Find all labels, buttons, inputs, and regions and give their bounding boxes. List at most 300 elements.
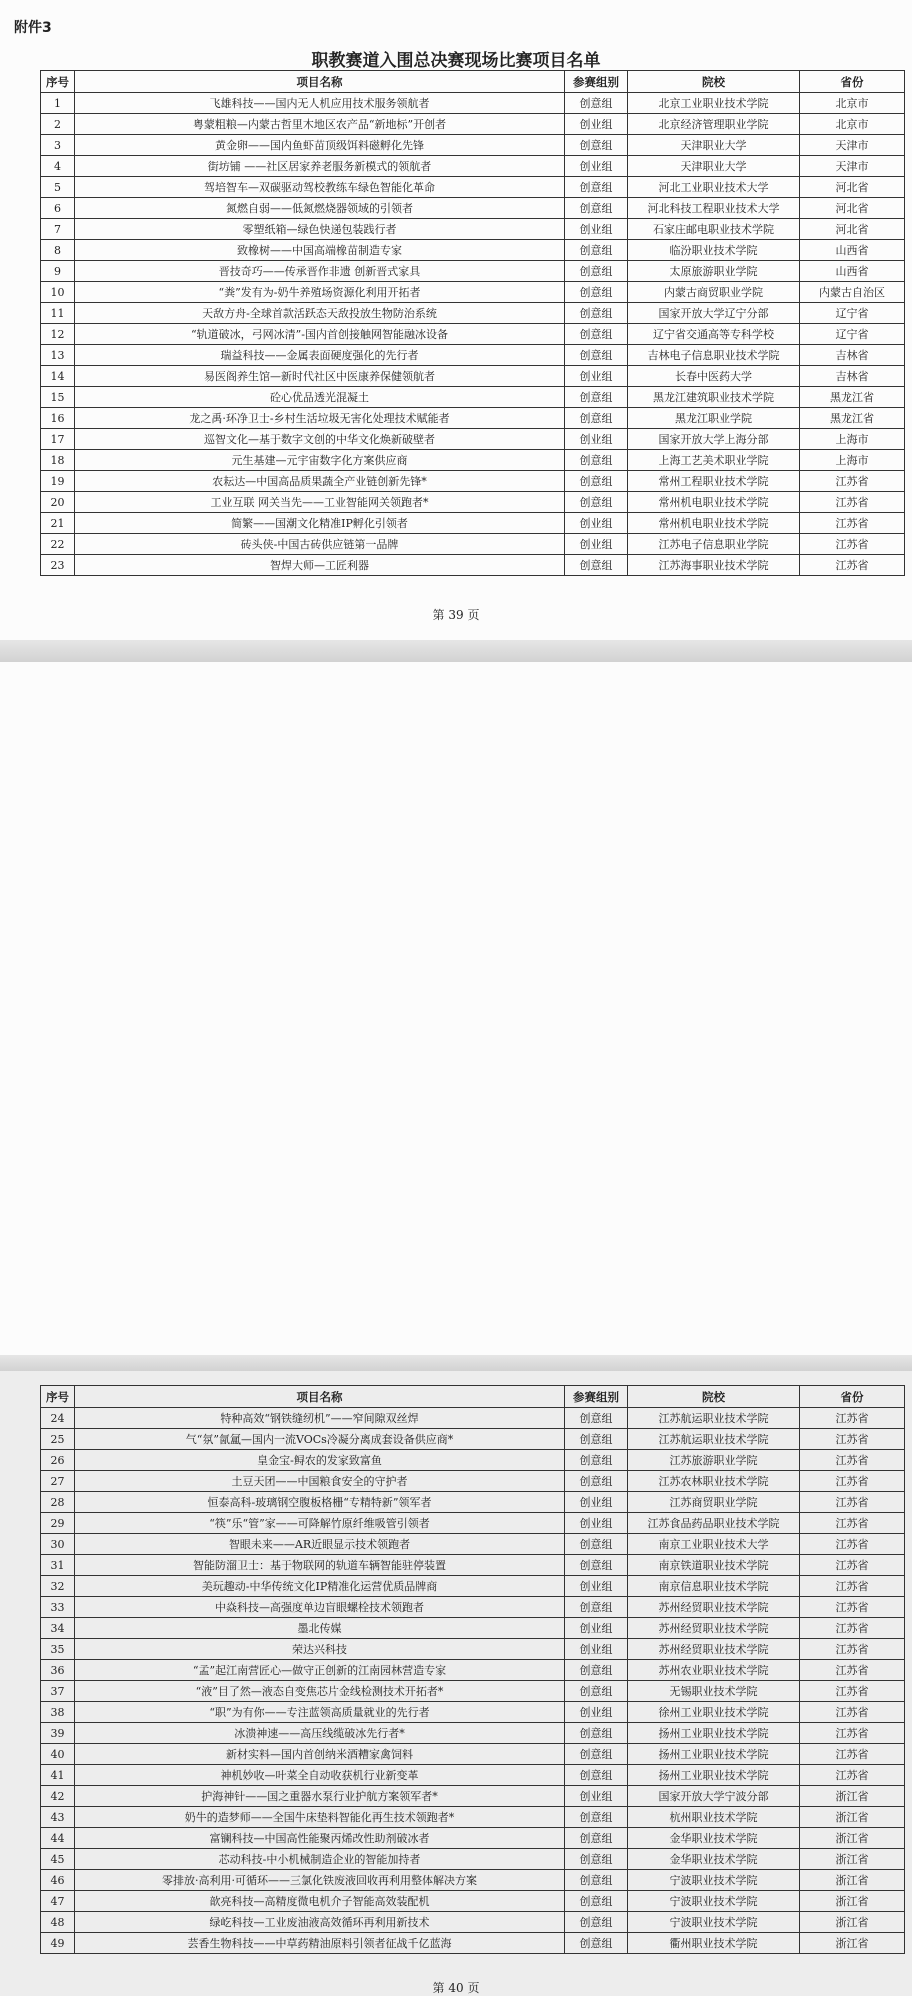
- table-row: [41, 1471, 905, 1492]
- cell-school: 辽宁省交通高等专科学校: [628, 324, 800, 345]
- cell-province: 江苏省: [800, 555, 905, 576]
- cell-province: 江苏省: [800, 1471, 905, 1492]
- project-table-page-1: [40, 70, 905, 576]
- cell-no: 41: [41, 1765, 75, 1786]
- table-row: [41, 1618, 905, 1639]
- cell-group: 创业组: [565, 1492, 628, 1513]
- cell-group: 创意组: [565, 198, 628, 219]
- table-row: [41, 198, 905, 219]
- cell-no: 10: [41, 282, 75, 303]
- table-row: [41, 1492, 905, 1513]
- cell-group: 创业组: [565, 429, 628, 450]
- cell-group: 创意组: [565, 282, 628, 303]
- cell-province: 北京市: [800, 114, 905, 135]
- cell-no: 12: [41, 324, 75, 345]
- cell-project-name: 易医阁养生馆—新时代社区中医康养保健领航者: [75, 366, 565, 387]
- cell-province: 上海市: [800, 429, 905, 450]
- cell-no: 42: [41, 1786, 75, 1807]
- cell-no: 8: [41, 240, 75, 261]
- cell-group: 创意组: [565, 93, 628, 114]
- cell-school: 国家开放大学宁波分部: [628, 1786, 800, 1807]
- table-header-row: [41, 71, 905, 93]
- cell-project-name: “筷”乐“管”家——可降解竹原纤维吸管引领者: [75, 1513, 565, 1534]
- cell-province: 江苏省: [800, 1576, 905, 1597]
- cell-project-name: 智焊大师—工匠利器: [75, 555, 565, 576]
- cell-province: 浙江省: [800, 1828, 905, 1849]
- table-row: [41, 1597, 905, 1618]
- table-row: [41, 345, 905, 366]
- cell-province: 吉林省: [800, 345, 905, 366]
- cell-project-name: 冰溃神速——高压线缆破冰先行者*: [75, 1723, 565, 1744]
- cell-group: 创意组: [565, 1681, 628, 1702]
- table-row: [41, 408, 905, 429]
- cell-group: 创意组: [565, 1597, 628, 1618]
- table-row: [41, 450, 905, 471]
- cell-no: 29: [41, 1513, 75, 1534]
- cell-no: 28: [41, 1492, 75, 1513]
- cell-group: 创意组: [565, 408, 628, 429]
- cell-group: 创业组: [565, 1702, 628, 1723]
- cell-group: 创意组: [565, 1408, 628, 1429]
- cell-province: 江苏省: [800, 534, 905, 555]
- cell-province: 浙江省: [800, 1933, 905, 1954]
- cell-project-name: 驾培智车—双碳驱动驾校教练车绿色智能化革命: [75, 177, 565, 198]
- cell-school: 江苏电子信息职业学院: [628, 534, 800, 555]
- cell-group: 创意组: [565, 450, 628, 471]
- cell-province: 江苏省: [800, 1513, 905, 1534]
- cell-group: 创意组: [565, 471, 628, 492]
- cell-school: 杭州职业技术学院: [628, 1807, 800, 1828]
- cell-province: 江苏省: [800, 1618, 905, 1639]
- cell-school: 南京信息职业技术学院: [628, 1576, 800, 1597]
- cell-no: 6: [41, 198, 75, 219]
- cell-school: 南京铁道职业技术学院: [628, 1555, 800, 1576]
- cell-project-name: “轨道破冰，弓网冰清”-国内首创接触网智能融冰设备: [75, 324, 565, 345]
- cell-school: 江苏航运职业技术学院: [628, 1408, 800, 1429]
- page-number-footer: 第 39 页: [432, 608, 480, 622]
- cell-school: 黑龙江建筑职业技术学院: [628, 387, 800, 408]
- cell-school: 江苏商贸职业学院: [628, 1492, 800, 1513]
- cell-group: 创意组: [565, 1933, 628, 1954]
- cell-no: 45: [41, 1849, 75, 1870]
- cell-province: 浙江省: [800, 1870, 905, 1891]
- cell-project-name: 中焱科技—高强度单边盲眼螺栓技术领跑者: [75, 1597, 565, 1618]
- cell-group: 创业组: [565, 1639, 628, 1660]
- cell-school: 江苏农林职业技术学院: [628, 1471, 800, 1492]
- cell-no: 25: [41, 1429, 75, 1450]
- page-separator: [0, 640, 912, 662]
- cell-group: 创意组: [565, 1555, 628, 1576]
- cell-project-name: 零排放·高利用·可循环——三氯化铁废液回收再利用整体解决方案: [75, 1870, 565, 1891]
- cell-school: 天津职业大学: [628, 156, 800, 177]
- table-row: [41, 1576, 905, 1597]
- header-group: 参赛组别: [565, 71, 628, 93]
- cell-province: 浙江省: [800, 1786, 905, 1807]
- cell-province: 浙江省: [800, 1807, 905, 1828]
- cell-project-name: 街坊铺 ——社区居家养老服务新模式的领航者: [75, 156, 565, 177]
- cell-province: 江苏省: [800, 471, 905, 492]
- cell-province: 辽宁省: [800, 324, 905, 345]
- cell-school: 宁波职业技术学院: [628, 1870, 800, 1891]
- table-row: [41, 1450, 905, 1471]
- cell-province: 吉林省: [800, 366, 905, 387]
- cell-project-name: 简繁——国潮文化精准IP孵化引领者: [75, 513, 565, 534]
- cell-school: 宁波职业技术学院: [628, 1891, 800, 1912]
- cell-group: 创业组: [565, 534, 628, 555]
- cell-school: 苏州经贸职业技术学院: [628, 1639, 800, 1660]
- cell-school: 无锡职业技术学院: [628, 1681, 800, 1702]
- cell-school: 河北科技工程职业技术大学: [628, 198, 800, 219]
- cell-school: 南京工业职业技术大学: [628, 1534, 800, 1555]
- header-group: 参赛组别: [565, 1386, 628, 1408]
- cell-no: 13: [41, 345, 75, 366]
- cell-group: 创意组: [565, 135, 628, 156]
- cell-group: 创业组: [565, 366, 628, 387]
- cell-no: 34: [41, 1618, 75, 1639]
- table-row: [41, 471, 905, 492]
- cell-project-name: 荣达兴科技: [75, 1639, 565, 1660]
- table-row: [41, 156, 905, 177]
- cell-project-name: 巡智文化—基于数字文创的中华文化焕新破壁者: [75, 429, 565, 450]
- cell-group: 创业组: [565, 156, 628, 177]
- table-row: [41, 1807, 905, 1828]
- table-row: [41, 1513, 905, 1534]
- cell-project-name: 新材实料—国内首创纳米酒糟家禽饲料: [75, 1744, 565, 1765]
- cell-province: 黑龙江省: [800, 387, 905, 408]
- cell-no: 15: [41, 387, 75, 408]
- cell-province: 江苏省: [800, 1555, 905, 1576]
- document-page-2: [0, 662, 912, 1995]
- cell-project-name: 致橡树——中国高端橡苗制造专家: [75, 240, 565, 261]
- cell-project-name: 气“氛”氤氲—国内一流VOCs冷凝分离成套设备供应商*: [75, 1429, 565, 1450]
- table-row: [41, 114, 905, 135]
- cell-no: 4: [41, 156, 75, 177]
- header-project-name: 项目名称: [75, 1386, 565, 1408]
- cell-project-name: 恒泰高科-玻璃钢空腹板格栅“专精特新”领军者: [75, 1492, 565, 1513]
- cell-no: 39: [41, 1723, 75, 1744]
- cell-group: 创意组: [565, 1807, 628, 1828]
- cell-province: 河北省: [800, 177, 905, 198]
- cell-no: 9: [41, 261, 75, 282]
- cell-no: 38: [41, 1702, 75, 1723]
- cell-group: 创意组: [565, 1849, 628, 1870]
- cell-province: 江苏省: [800, 513, 905, 534]
- cell-province: 河北省: [800, 198, 905, 219]
- cell-school: 苏州经贸职业技术学院: [628, 1618, 800, 1639]
- cell-no: 37: [41, 1681, 75, 1702]
- cell-province: 江苏省: [800, 1639, 905, 1660]
- table-row: [41, 135, 905, 156]
- cell-project-name: 神机妙收—叶菜全自动收获机行业新变革: [75, 1765, 565, 1786]
- cell-project-name: 奶牛的造梦师——全国牛床垫料智能化再生技术领跑者*: [75, 1807, 565, 1828]
- cell-project-name: 特种高效“钢铁缝纫机”——窄间隙双丝焊: [75, 1408, 565, 1429]
- cell-province: 江苏省: [800, 1744, 905, 1765]
- cell-no: 11: [41, 303, 75, 324]
- header-school: 院校: [628, 1386, 800, 1408]
- cell-province: 浙江省: [800, 1912, 905, 1933]
- cell-school: 扬州工业职业技术学院: [628, 1765, 800, 1786]
- cell-no: 43: [41, 1807, 75, 1828]
- cell-school: 扬州工业职业技术学院: [628, 1744, 800, 1765]
- cell-school: 江苏旅游职业学院: [628, 1450, 800, 1471]
- table-row: [41, 1660, 905, 1681]
- cell-no: 32: [41, 1576, 75, 1597]
- cell-no: 36: [41, 1660, 75, 1681]
- cell-no: 31: [41, 1555, 75, 1576]
- cell-no: 17: [41, 429, 75, 450]
- cell-no: 44: [41, 1828, 75, 1849]
- header-school: 院校: [628, 71, 800, 93]
- cell-group: 创业组: [565, 1513, 628, 1534]
- cell-no: 3: [41, 135, 75, 156]
- table-row: [41, 1891, 905, 1912]
- cell-project-name: 砼心优品透光混凝土: [75, 387, 565, 408]
- cell-group: 创意组: [565, 1534, 628, 1555]
- cell-project-name: 晋技奇巧——传承晋作非遗 创新晋式家具: [75, 261, 565, 282]
- cell-project-name: 绿屹科技—工业废油液高效循环再利用新技术: [75, 1912, 565, 1933]
- cell-school: 江苏航运职业技术学院: [628, 1429, 800, 1450]
- cell-group: 创业组: [565, 513, 628, 534]
- cell-group: 创意组: [565, 555, 628, 576]
- cell-province: 江苏省: [800, 1660, 905, 1681]
- header-province: 省份: [800, 1386, 905, 1408]
- cell-province: 江苏省: [800, 492, 905, 513]
- table-row: [41, 1639, 905, 1660]
- cell-province: 江苏省: [800, 1597, 905, 1618]
- cell-province: 浙江省: [800, 1891, 905, 1912]
- cell-school: 常州工程职业技术学院: [628, 471, 800, 492]
- cell-group: 创意组: [565, 261, 628, 282]
- cell-school: 国家开放大学上海分部: [628, 429, 800, 450]
- page-number-footer: 第 40 页: [432, 1981, 480, 1995]
- cell-group: 创意组: [565, 1723, 628, 1744]
- cell-no: 23: [41, 555, 75, 576]
- header-no: 序号: [41, 71, 75, 93]
- cell-group: 创意组: [565, 1765, 628, 1786]
- cell-no: 14: [41, 366, 75, 387]
- table-row: [41, 387, 905, 408]
- cell-no: 7: [41, 219, 75, 240]
- cell-no: 49: [41, 1933, 75, 1954]
- cell-project-name: 农耘达—中国高品质果蔬全产业链创新先锋*: [75, 471, 565, 492]
- cell-project-name: 智眼未来——AR近眼显示技术领跑者: [75, 1534, 565, 1555]
- table-row: [41, 429, 905, 450]
- cell-group: 创意组: [565, 1891, 628, 1912]
- cell-group: 创意组: [565, 1744, 628, 1765]
- cell-no: 24: [41, 1408, 75, 1429]
- cell-no: 22: [41, 534, 75, 555]
- table-row: [41, 282, 905, 303]
- cell-school: 天津职业大学: [628, 135, 800, 156]
- cell-group: 创业组: [565, 114, 628, 135]
- cell-province: 内蒙古自治区: [800, 282, 905, 303]
- cell-province: 江苏省: [800, 1702, 905, 1723]
- cell-group: 创业组: [565, 219, 628, 240]
- attachment-label: 附件3: [14, 20, 52, 36]
- cell-school: 苏州农业职业技术学院: [628, 1660, 800, 1681]
- cell-school: 江苏食品药品职业技术学院: [628, 1513, 800, 1534]
- cell-project-name: “粪”发有为-奶牛养殖场资源化利用开拓者: [75, 282, 565, 303]
- cell-no: 5: [41, 177, 75, 198]
- cell-project-name: 墨北传媒: [75, 1618, 565, 1639]
- table-row: [41, 1786, 905, 1807]
- cell-province: 江苏省: [800, 1450, 905, 1471]
- table-row: [41, 93, 905, 114]
- cell-province: 北京市: [800, 93, 905, 114]
- cell-no: 27: [41, 1471, 75, 1492]
- cell-group: 创业组: [565, 1618, 628, 1639]
- table-row: [41, 1765, 905, 1786]
- cell-no: 40: [41, 1744, 75, 1765]
- cell-no: 26: [41, 1450, 75, 1471]
- cell-school: 太原旅游职业学院: [628, 261, 800, 282]
- cell-group: 创意组: [565, 1660, 628, 1681]
- table-row: [41, 492, 905, 513]
- cell-project-name: 天敌方舟-全球首款活跃态天敌投放生物防治系统: [75, 303, 565, 324]
- cell-no: 47: [41, 1891, 75, 1912]
- cell-project-name: 土豆天团——中国粮食安全的守护者: [75, 1471, 565, 1492]
- cell-province: 河北省: [800, 219, 905, 240]
- header-province: 省份: [800, 71, 905, 93]
- cell-province: 浙江省: [800, 1849, 905, 1870]
- cell-project-name: “职”为有你——专注蓝领高质量就业的先行者: [75, 1702, 565, 1723]
- table-row: [41, 1870, 905, 1891]
- cell-no: 20: [41, 492, 75, 513]
- cell-school: 江苏海事职业技术学院: [628, 555, 800, 576]
- cell-school: 金华职业技术学院: [628, 1849, 800, 1870]
- cell-project-name: 元生基建—元宇宙数字化方案供应商: [75, 450, 565, 471]
- cell-school: 苏州经贸职业技术学院: [628, 1597, 800, 1618]
- document-title: 职教赛道入围总决赛现场比赛项目名单: [311, 51, 601, 71]
- cell-group: 创意组: [565, 240, 628, 261]
- cell-school: 宁波职业技术学院: [628, 1912, 800, 1933]
- cell-no: 21: [41, 513, 75, 534]
- table-row: [41, 1933, 905, 1954]
- cell-project-name: 零塑纸箱—绿色快递包装践行者: [75, 219, 565, 240]
- cell-project-name: “液”目了然—液态自变焦芯片金线检测技术开拓者*: [75, 1681, 565, 1702]
- cell-project-name: 工业互联 网关当先——工业智能网关领跑者*: [75, 492, 565, 513]
- cell-project-name: 氮燃自弱——低氮燃烧器领域的引领者: [75, 198, 565, 219]
- table-row: [41, 1555, 905, 1576]
- table-row: [41, 303, 905, 324]
- cell-project-name: 粤蒙粗粮—内蒙古哲里木地区农产品“新地标”开创者: [75, 114, 565, 135]
- cell-province: 山西省: [800, 261, 905, 282]
- cell-group: 创意组: [565, 1870, 628, 1891]
- table-row: [41, 555, 905, 576]
- cell-school: 衢州职业技术学院: [628, 1933, 800, 1954]
- cell-no: 18: [41, 450, 75, 471]
- cell-group: 创意组: [565, 324, 628, 345]
- header-project-name: 项目名称: [75, 71, 565, 93]
- cell-project-name: 飞雄科技——国内无人机应用技术服务领航者: [75, 93, 565, 114]
- cell-no: 16: [41, 408, 75, 429]
- cell-school: 北京工业职业技术学院: [628, 93, 800, 114]
- table-row: [41, 366, 905, 387]
- cell-project-name: 芯动科技-中小机械制造企业的智能加持者: [75, 1849, 565, 1870]
- cell-group: 创意组: [565, 492, 628, 513]
- cell-province: 天津市: [800, 135, 905, 156]
- cell-province: 江苏省: [800, 1723, 905, 1744]
- cell-school: 内蒙古商贸职业学院: [628, 282, 800, 303]
- cell-province: 江苏省: [800, 1408, 905, 1429]
- cell-school: 扬州工业职业技术学院: [628, 1723, 800, 1744]
- cell-school: 石家庄邮电职业技术学院: [628, 219, 800, 240]
- cell-school: 河北工业职业技术大学: [628, 177, 800, 198]
- cell-school: 临汾职业技术学院: [628, 240, 800, 261]
- cell-school: 吉林电子信息职业技术学院: [628, 345, 800, 366]
- cell-no: 48: [41, 1912, 75, 1933]
- table-row: [41, 1681, 905, 1702]
- cell-province: 上海市: [800, 450, 905, 471]
- table-row: [41, 261, 905, 282]
- cell-project-name: 瑞益科技——金属表面硬度强化的先行者: [75, 345, 565, 366]
- cell-project-name: 芸香生物科技——中草药精油原料引领者征战千亿蓝海: [75, 1933, 565, 1954]
- table-row: [41, 1702, 905, 1723]
- cell-province: 江苏省: [800, 1492, 905, 1513]
- cell-school: 上海工艺美术职业学院: [628, 450, 800, 471]
- table-row: [41, 240, 905, 261]
- table-row: [41, 1849, 905, 1870]
- cell-province: 江苏省: [800, 1534, 905, 1555]
- cell-school: 常州机电职业技术学院: [628, 513, 800, 534]
- table-row: [41, 177, 905, 198]
- cell-project-name: 砖头侠-中国古砖供应链第一品牌: [75, 534, 565, 555]
- cell-project-name: 护海神针——国之重器水泵行业护航方案领军者*: [75, 1786, 565, 1807]
- table-row: [41, 1534, 905, 1555]
- cell-school: 徐州工业职业技术学院: [628, 1702, 800, 1723]
- table-row: [41, 513, 905, 534]
- table-row: [41, 1744, 905, 1765]
- cell-school: 长春中医药大学: [628, 366, 800, 387]
- cell-province: 辽宁省: [800, 303, 905, 324]
- cell-school: 常州机电职业技术学院: [628, 492, 800, 513]
- cell-project-name: 富镧科技—中国高性能聚丙烯改性助剂破冰者: [75, 1828, 565, 1849]
- cell-school: 国家开放大学辽宁分部: [628, 303, 800, 324]
- cell-no: 35: [41, 1639, 75, 1660]
- cell-project-name: 歆亮科技—高精度微电机介子智能高效装配机: [75, 1891, 565, 1912]
- header-no: 序号: [41, 1386, 75, 1408]
- cell-project-name: 黄金卵——国内鱼虾苗顶级饵料磁孵化先锋: [75, 135, 565, 156]
- cell-no: 46: [41, 1870, 75, 1891]
- cell-group: 创意组: [565, 387, 628, 408]
- cell-province: 山西省: [800, 240, 905, 261]
- cell-school: 北京经济管理职业学院: [628, 114, 800, 135]
- cell-project-name: 美玩趣动-中华传统文化IP精准化运营优质品牌商: [75, 1576, 565, 1597]
- cell-province: 黑龙江省: [800, 408, 905, 429]
- cell-no: 1: [41, 93, 75, 114]
- cell-school: 黑龙江职业学院: [628, 408, 800, 429]
- page-separator: [0, 1355, 912, 1371]
- cell-province: 江苏省: [800, 1681, 905, 1702]
- cell-province: 江苏省: [800, 1765, 905, 1786]
- cell-group: 创意组: [565, 1471, 628, 1492]
- cell-no: 2: [41, 114, 75, 135]
- cell-no: 33: [41, 1597, 75, 1618]
- table-row: [41, 1828, 905, 1849]
- table-row: [41, 1408, 905, 1429]
- table-row: [41, 1429, 905, 1450]
- cell-school: 金华职业技术学院: [628, 1828, 800, 1849]
- cell-group: 创意组: [565, 1912, 628, 1933]
- document-page-1: [0, 0, 912, 640]
- cell-province: 江苏省: [800, 1429, 905, 1450]
- cell-project-name: 龙之禹·环净卫士-乡村生活垃圾无害化处理技术赋能者: [75, 408, 565, 429]
- cell-no: 30: [41, 1534, 75, 1555]
- table-row: [41, 219, 905, 240]
- cell-group: 创意组: [565, 303, 628, 324]
- cell-project-name: 智能防溜卫士：基于物联网的轨道车辆智能驻停装置: [75, 1555, 565, 1576]
- table-header-row: [41, 1386, 905, 1408]
